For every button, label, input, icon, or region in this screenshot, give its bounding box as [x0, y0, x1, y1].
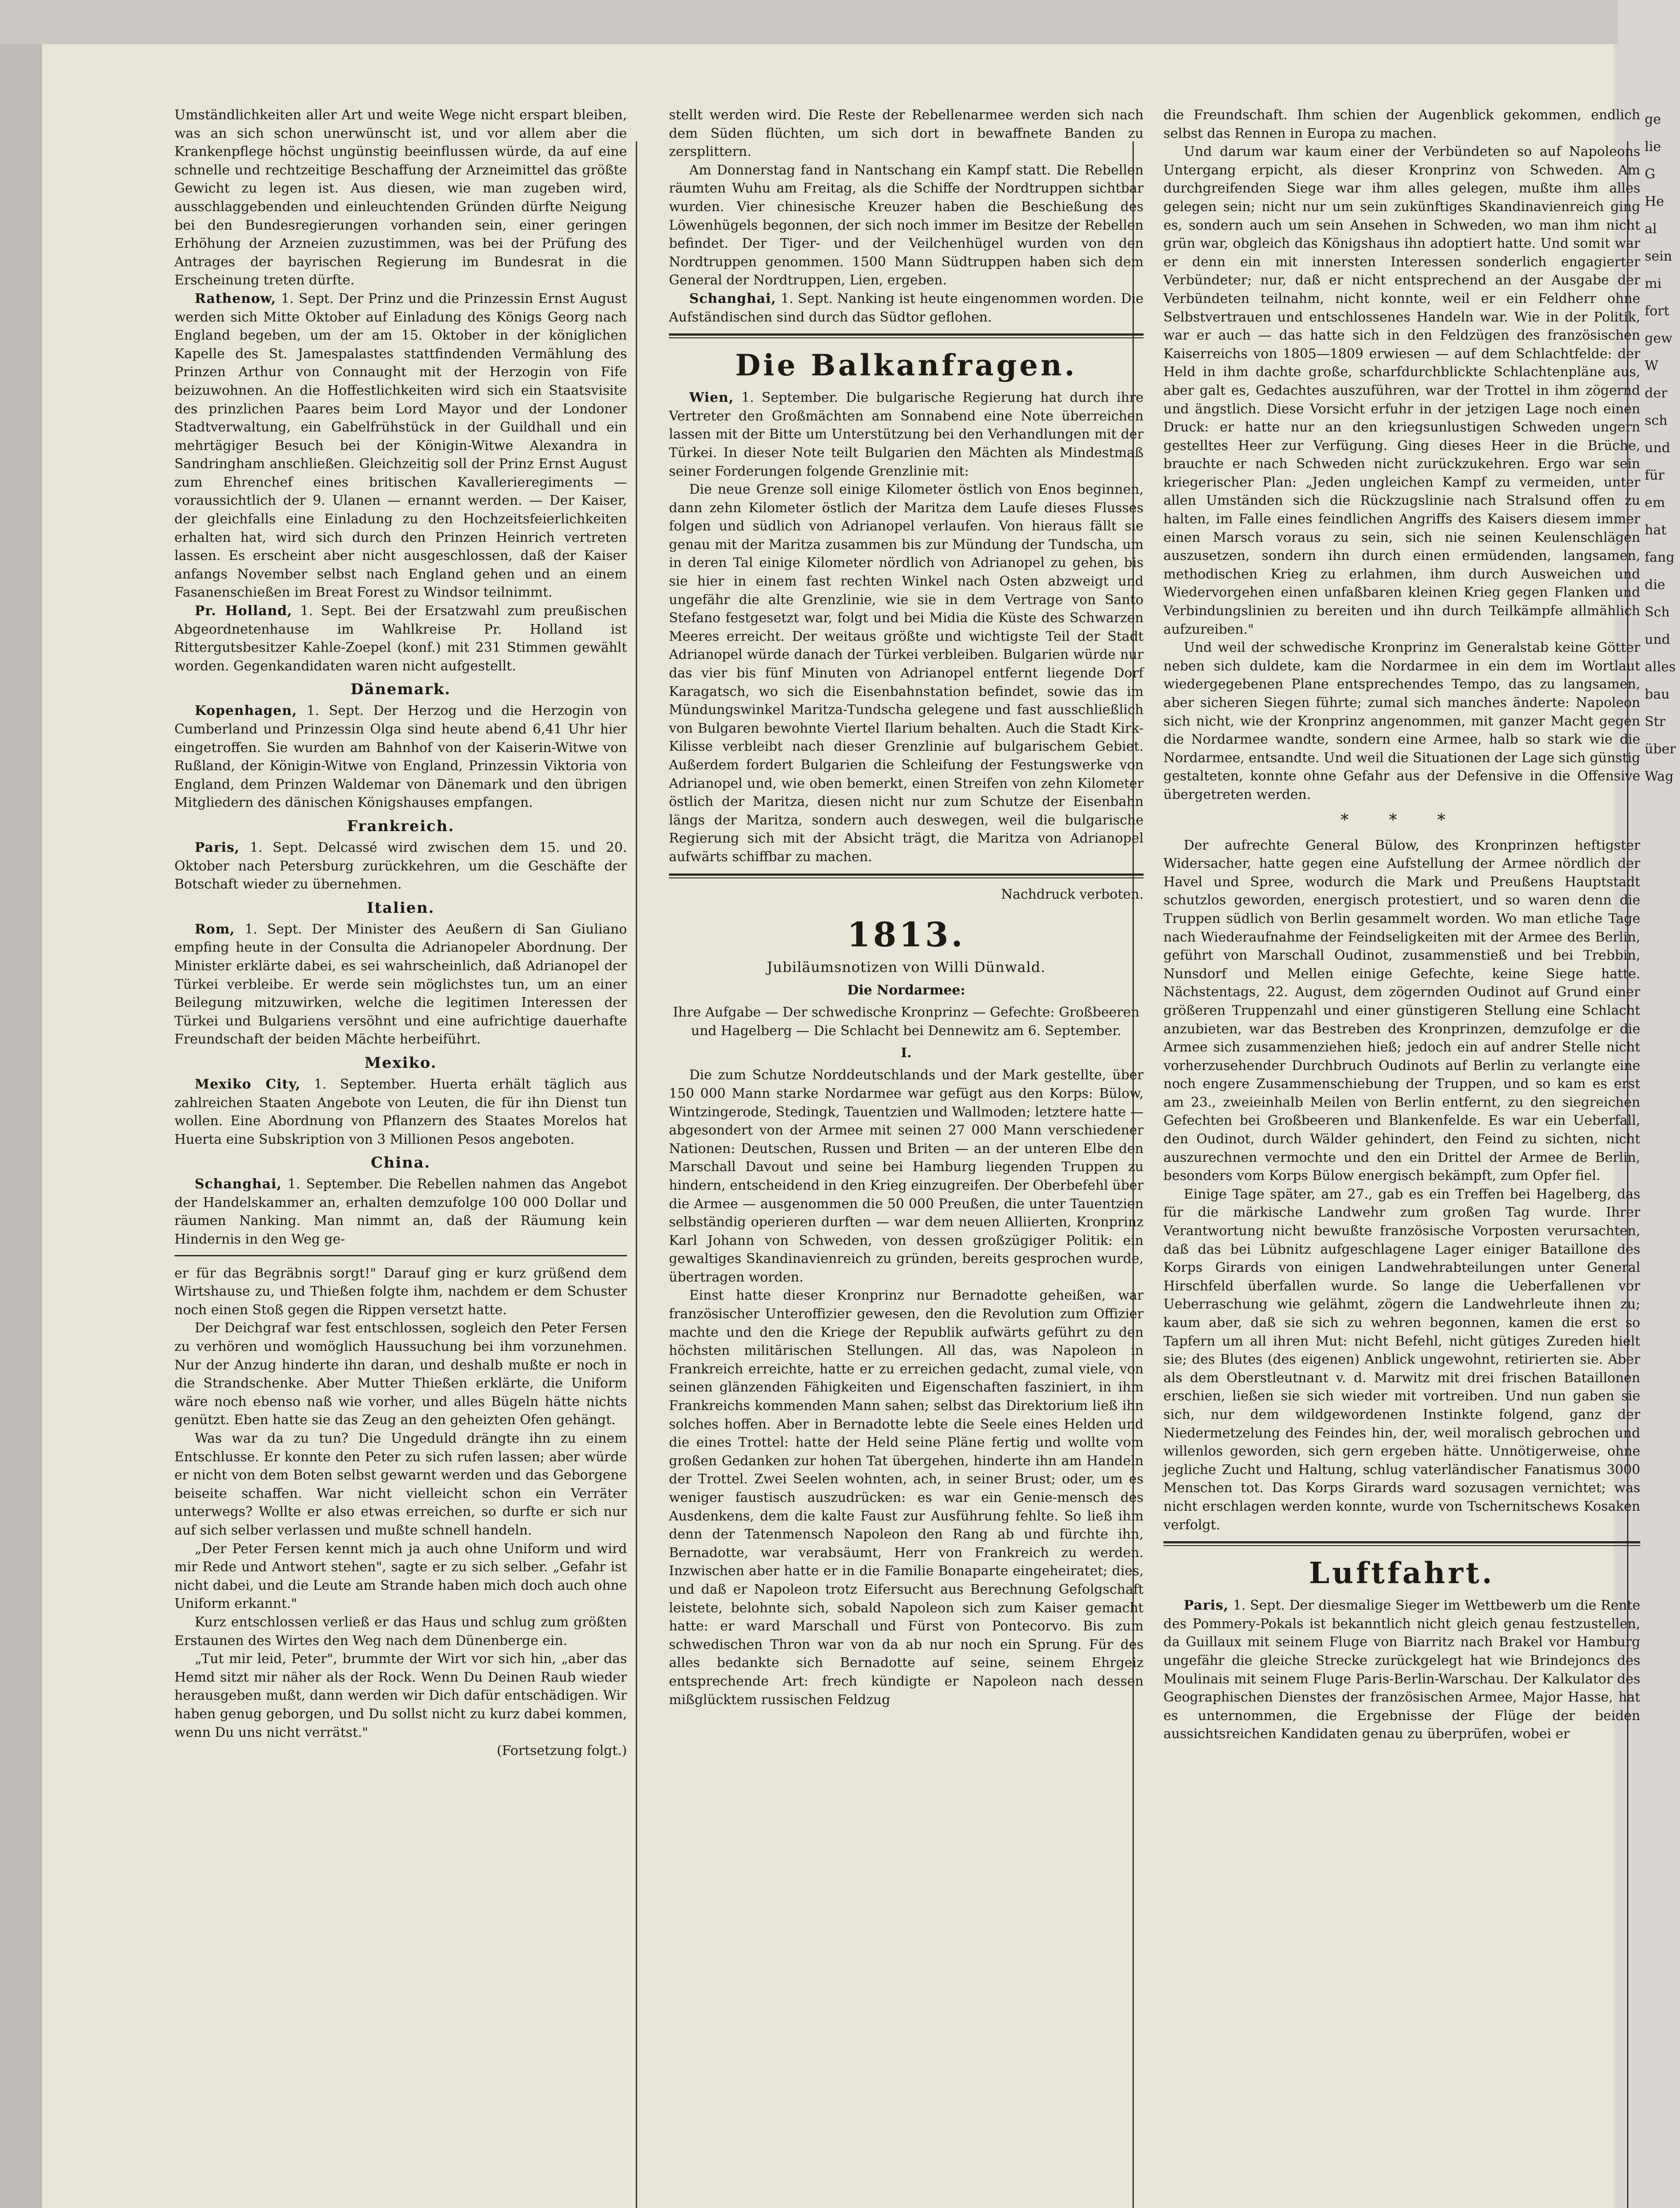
news-text: Die neue Grenze soll einige Kilometer östlich von Enos beginnen, dann zehn Kilometer östlich der Maritza dem Laufe dieses Flusses folgen und südlich von Adrianopel verlaufen. Von hieraus fällt sie genau mit der Maritza zusammen bis zur Mündung der Tundscha, um in deren Tal einige Kilometer nördlich von Adrianopel zu gehen, bis sie hier in einem fast rechten Winkel nach Osten abzweigt und ungefähr die alte Grenzlinie, wie sie in dem Vertrage von Santo Stefano festgesetzt war, folgt und bei Midia die Küste des Schwarzen Meeres erreicht. Der weitaus größte und wichtigste Teil der Stadt Adrianopel würde danach der Türkei verbleiben. Bulgarien würde nur das vier bis fünf Minuten von Adrianopel entfernt liegende Dorf Karagatsch, wo sich die Eisenbahnstation befindet, sowie das im Mündungswinkel Maritza-Tundscha gelegene und fast ausschließlich von Bulgaren bewohnte Viertel Ilarium behalten. Auch die Stadt Kirk-Kilisse verbleibt nach dieser Grenzlinie auf bulgarischem Gebiet. Außerdem fordert Bulgarien die Schleifung der Festungswerke von Adrianopel und, wie oben bemerkt, einen Streifen von zehn Kilometer östlich der Maritza, diesen nicht nur zum Schutze der Eisenbahn längs der Maritza, sondern auch deswegen, weil die bulgarische Regierung sich mit der Absicht trägt, die Maritza von Adrianopel aufwärts schiffbar zu machen. — [669, 482, 1144, 865]
section-stars: * * * — [1340, 811, 1463, 829]
news-item — [1163, 1596, 1640, 1743]
dateline: Schanghai, — [689, 291, 777, 306]
news-text: 1. Sept. Nanking ist heute eingenommen worden. Die Aufständischen sind durch das Südtor geflohen. — [669, 291, 1144, 325]
news-text: 1. Sept. Bei der Ersatzwahl zum preußischen Abgeordnetenhause im Wahlkreise Pr. Holland ist Rittergutsbesitzer Kahle-Zoepel (konf.) mit 231 Stimmen gewählt worden. Gegenkandidaten waren nicht aufgestellt. — [174, 603, 627, 674]
section-heading: Dänemark. — [350, 681, 451, 699]
dateline: Wien, — [689, 390, 734, 406]
serial-paragraph: Der Deichgraf war fest entschlossen, sogleich den Peter Fersen zu verhören und womöglich Haussuchung bei ihm vorzunehmen. Nur der Anzug hinderte ihn daran, und deshalb mußte er noch in die Strandschenke. Aber Mutter Thießen erklärte, die Uniform wäre noch ebenso naß wie vorher, und alles Bügeln hätte nichts genützt. Eben hatte sie das Zeug an den geheizten Ofen gehängt. — [174, 1320, 627, 1428]
news-item — [174, 839, 627, 894]
dateline: Rom, — [195, 921, 235, 937]
section-divider — [669, 873, 1144, 878]
section-divider — [1163, 1541, 1640, 1546]
news-item — [669, 389, 1144, 480]
scanner-margin-left — [0, 0, 42, 2208]
section-heading: Mexiko. — [364, 1054, 437, 1072]
news-item — [174, 1075, 627, 1149]
article-paragraph: Umständlichkeiten aller Art und weite Wege nicht erspart bleiben, was an sich schon unerwünscht ist, und vor allem aber die Krankenpflege höchst ungünstig beeinflussen würde, da auf eine schnelle und rechtzeitige Beschaffung der Arzneimittel das größte Gewicht zu legen ist. Aus diesen, wie man zugeben wird, ausschlaggebenden und einleuchtenden Gründen dürfte Neigung bei den Bundesregierungen vorhanden sein, einer geringen Erhöhung der Arzneien zuzustimmen, was bei der Prüfung des Antrages der bayrischen Regierung im Bundesrat in die Erscheinung treten dürfte. — [174, 107, 627, 288]
continuation-note: (Fortsetzung folgt.) — [497, 1743, 627, 1759]
news-text: 1. Sept. Der diesmalige Sieger im Wettbewerb um die Rente des Pommery-Pokals ist bekanntlich nicht gleich genau festzustellen, da Guillaux mit seinem Fluge von Biarritz nach Brakel vor Hamburg ungefähr die gleiche Strecke zurückgelegt hat wie Brindejoncs des Moulinais mit seinem Fluge Paris-Berlin-Warschau. Der Kalkulator des Geographischen Dienstes der französischen Armee, Major Hasse, hat es unternommen, die Ergebnisse der Flüge der beiden aussichtsreichen Kandidaten genau zu überprüfen, wobei er — [1163, 1598, 1640, 1742]
news-text: 1. Sept. Der Herzog und die Herzogin von Cumberland und Prinzessin Olga sind heute abend 6,41 Uhr hier eingetroffen. Sie wurden am Bahnhof von der Kaiserin-Witwe von Rußland, der Königin-Witwe von England, Prinzessin Viktoria von England, dem Prinzen Waldemar von Dänemark und den übrigen Mitgliedern des dänischen Königshauses empfangen. — [174, 703, 627, 811]
feature-byline: Jubiläumsnotizen von Willi Dünwald. — [766, 959, 1046, 976]
section-divider — [669, 333, 1144, 338]
section-heading: Frankreich. — [347, 817, 455, 835]
feature-paragraph: Der aufrechte General Bülow, des Kronprinzen heftigster Widersacher, hatte gegen eine Aufstellung der Armee nördlich der Havel und Spree, wodurch die Mark und Preußens Hauptstadt schutzlos geworden, energisch protestiert, und so waren denn die Truppen südlich von Berlin gesammelt worden. Wo man etliche Tage nach Wiederaufnahme der Feindseligkeiten mit der Armee des Berlin, geführt von Marschall Oudinot, zusammenstieß und bei Trebbin, Nunsdorf und Mellen einige Gefechte, keine Siege hatte. Nächstentags, 22. August, dem zögernden Oudinot auf Grund einer größeren Truppenzahl und einer günstigeren Stellung eine Schlacht anzubieten, war das Bestreben des Kronprinzen, demzufolge er die Armee sich zusammenziehen hieß; jedoch ein auf andrer Stelle nicht vorherzusehender Durchbruch Oudinots auf Berlin zu verlangte eine noch engere Zusammenschiebung der Truppen, und so kam es erst am 23., zweieinhalb Meilen von Berlin entfernt, zu den siegreichen Gefechten bei Großbeeren und Blankenfelde. Es war ein Ueberfall, den Oudinot, durch Wälder gehindert, den Feind zu sichten, nicht auszurechnen vermochte und den ein Drittel der Armee de Berlin, besonders vom Korps Bülow energisch bekämpft, zum Opfer fiel. — [1163, 837, 1640, 1184]
dateline: Schanghai, — [195, 1176, 282, 1192]
news-text: 1. Sept. Der Prinz und die Prinzessin Ernst August werden sich Mitte Oktober auf Einladung des Königs Georg nach England begeben, um der am 15. Oktober in der königlichen Kapelle des St. Jamespalastes stattfindenden Vermählung des Prinzen Arthur von Connaught mit der Herzogin von Fife beizuwohnen. An die Hoffestlichkeiten wird sich ein Staatsvisite des prinzlichen Paares beim Lord Mayor und der Londoner Stadtverwaltung, ein Gabelfrühstück in der Guildhall und ein mehrtägiger Besuch bei der Königin-Witwe Alexandra in Sandringham anschließen. Gleichzeitig soll der Prinz Ernst August zum Ehrenchef eines britischen Kavallerieregiments — voraussichtlich der 9. Ulanen — ernannt werden. — Der Kaiser, der gleichfalls eine Einladung zu den Hochzeitsfeierlichkeiten erhalten hat, wird sich durch den Prinzen Heinrich vertreten lassen. Es erscheint aber nicht ausgeschlossen, daß der Kaiser anfangs November selbst nach England gehen und an einem Fasanenschießen im Breat Forest zu Windsor teilnimmt. — [174, 291, 627, 601]
news-item — [669, 290, 1144, 326]
section-heading: Italien. — [366, 899, 435, 917]
news-item — [174, 920, 627, 1049]
news-item — [174, 290, 627, 602]
column-4-fragment — [1645, 106, 1680, 2208]
feature-paragraph: Und weil der schwedische Kronprinz im Generalstab keine Götter neben sich duldete, kam die Nordarmee in ein dem im Wortlaut wiedergegebenen Plane entsprechendes Tempo, das zu langsamen, aber sicheren Siegen führte; zumal sich manches änderte: Napoleon sich nicht, wie der Kronprinz angenommen, mit ganzer Macht gegen die Nordarmee wandte, sondern eine Armee, halb so stark wie die Nordarmee, entsandte. Und weil die Situationen der Lage sich günstig gestalteten, konnte ohne Gefahr aus der Defensive in die Offensive übergetreten werden. — [1163, 640, 1640, 802]
column-rule — [636, 141, 637, 2208]
dateline: Rathenow, — [195, 291, 276, 306]
section-divider — [174, 1255, 627, 1256]
news-item — [174, 1175, 627, 1248]
news-text: Am Donnerstag fand in Nantschang ein Kampf statt. Die Rebellen räumten Wuhu am Freitag, als die Schiffe der Nordtruppen sichtbar wurden. Vier chinesische Kreuzer haben die Beschießung des Löwenhügels begonnen, der sich noch immer im Besitze der Rebellen befindet. Der Tiger- und der Veilchenhügel wurden von den Nordtruppen genommen. 1500 Mann Südtruppen haben sich dem General der Nordtruppen, Lien, ergeben. — [669, 162, 1144, 288]
reprint-notice: Nachdruck verboten. — [1001, 886, 1144, 902]
news-item — [174, 602, 627, 675]
news-text: 1. September. Die bulgarische Regierung hat durch ihre Vertreter den Großmächten am Sonnabend eine Note überreichen lassen mit der Bitte um Unterstützung bei den Verhandlungen mit der Türkei. In dieser Note teilt Bulgarien den Mächten als Mindestmaß seiner Forderungen folgende Grenzlinie mit: — [669, 390, 1144, 479]
serial-paragraph: er für das Begräbnis sorgt!" Darauf ging er kurz grüßend dem Wirtshause zu, und Thießen folgte ihm, nachdem er dem Schuster noch einen Stoß gegen die Rippen versetzt hatte. — [174, 1265, 627, 1318]
feature-subheading: Die Nordarmee: — [847, 983, 966, 998]
news-text: 1. September. Die Rebellen nahmen das Angebot der Handelskammer an, erhalten demzufolge 100 000 Dollar und räumen Nanking. Man nimmt an, daß der Räumung kein Hindernis in den Weg ge- — [174, 1176, 627, 1248]
serial-paragraph: „Tut mir leid, Peter", brummte der Wirt vor sich hin, „aber das Hemd sitzt mir näher als der Rock. Wenn Du Deinen Raub wieder herausgeben mußt, dann werden wir Dich dafür entschädigen. Wir haben genug geborgen, und Du sollst nicht zu kurz dabei kommen, wenn Du uns nicht verrätst." — [174, 1651, 627, 1740]
scanner-margin-top — [0, 0, 1618, 44]
feature-title-1813: 1813. — [847, 915, 966, 955]
news-text: 1. Sept. Delcassé wird zwischen dem 15. und 20. Oktober nach Petersburg zurückkehren, um die Geschäfte der Botschaft wieder zu übernehmen. — [174, 839, 627, 892]
section-heading: China. — [370, 1154, 431, 1172]
cut-off-text: ge lie G He al sein mi fort gew W der sch und für em hat fang die Sch und alles bau Str über Wag — [1645, 112, 1676, 784]
section-title-luftfahrt: Luftfahrt. — [1309, 1556, 1495, 1591]
column-3 — [1163, 106, 1640, 2208]
section-title-balkan: Die Balkanfragen. — [735, 348, 1077, 383]
serial-paragraph: Was war da zu tun? Die Ungeduld drängte ihn zu einem Entschlusse. Er konnte den Peter zu sich rufen lassen; aber würde er nicht von dem Boten selbst gewarnt werden und das Geborgene beiseite schaffen. War nicht vielleicht schon ein Verräter unterwegs? Wollte er also etwas erreichen, so durfte er sich nur auf sich selber verlassen und mußte schnell handeln. — [174, 1431, 627, 1538]
dateline: Paris, — [195, 839, 240, 855]
feature-paragraph: Einst hatte dieser Kronprinz nur Bernadotte geheißen, war französischer Unteroffizier gewesen, den die Revolution zum Offizier machte und den die Kriege der Republik aufwärts geführt zu den höchsten militärischen Stellungen. All das, was Napoleon in Frankreich erreichte, hatte er zu erreichen gedacht, zumal viele, von seinen glänzenden Fähigkeiten und Eigenschaften fasziniert, in ihm Frankreichs kommenden Mann sahen; selbst das Direktorium ließ ihn solches hoffen. Aber in Bernadotte lebte die Seele eines Helden und die eines Trottel: hatte der Held seine Pläne fertig und wollte vom großen Gedanken zur hohen Tat übergehen, hinderte ihn am Handeln der Trottel. Zwei Seelen wohnten, ach, in seiner Brust; oder, um es weniger faustisch auszudrücken: es war ein Genie-mensch des Ausdenkens, dem die kalte Faust zur Ausführung fehlte. So ließ ihm denn der Tatenmensch Napoleon den Rang ab und fürchte ihn, Bernadotte, war verabsäumt, Herr von Frankreich zu werden. Inzwischen aber hatte er in die Familie Bonaparte eingeheiratet; dies, und daß er Napoleon trotz Eifersucht aus Berechnung Gefolgschaft leistete, belohnte sich, sobald Napoleon sich zum Kaiser gemacht hatte: er ward Marschall und Fürst von Pontecorvo. Bis zum schwedischen Thron war von da ab nur noch ein Sprung. Für des alles bedankte sich Bernadotte auf seine, seinem Ehrgeiz entsprechende Art: frech kündigte er Napoleon nach dessen mißglücktem russischen Feldzug — [669, 1288, 1144, 1708]
dateline: Pr. Holland, — [195, 603, 292, 619]
feature-paragraph: die Freundschaft. Ihm schien der Augenblick gekommen, endlich selbst das Rennen in Europa zu machen. — [1163, 107, 1640, 141]
newspaper-page — [42, 44, 1676, 2208]
serial-paragraph: „Der Peter Fersen kennt mich ja auch ohne Uniform und wird mir Rede und Antwort stehen", sagte er zu sich selber. „Gefahr ist nicht dabei, und die Leute am Strande haben mich doch auch ohne Uniform erkannt." — [174, 1541, 627, 1612]
dateline: Paris, — [1184, 1598, 1229, 1614]
dateline: Mexiko City, — [195, 1076, 301, 1092]
feature-paragraph: Und darum war kaum einer der Verbündeten so auf Napoleons Untergang erpicht, als dieser Kronprinz von Schweden. Am durchgreifenden Siege war ihm alles gelegen, mußte ihm alles gelegen sein; nicht nur um sein zukünftiges Skandinavienreich ging es, sondern auch um sein Ansehen in Schweden, wo man ihm nicht grün war, obgleich das Königshaus ihn adoptiert hatte. Und somit war er denn ein mit innersten Interessen sonderlich engagierter Verbündeter; nur, daß er nicht entsprechend an der Ausgabe der Verbündeten teilnahm, nicht konnte, weil er ein Feldherr ohne Selbstvertrauen und entschlossenes Handeln war. Wie in der Politik, war er auch — das hatte sich in den Feldzügen des französischen Kaiserreichs von 1805—1809 erwiesen — auf dem Schlachtfelde: der Held in ihm dachte große, scharfdurchblickte Schlachtenpläne aus, aber galt es, Gedachtes auszuführen, war der Trottel in ihm zögernd und ängstlich. Diese Vorsicht erfuhr in der jetzigen Lage noch einen Druck: er hatte nur an den kriegsunlustigen Schweden ungern gestelltes Heer zur Verfügung. Ging dieses Heer in die Brüche, brauchte er nach Schweden nicht zurückzukehren. Ergo war sein kriegerischer Plan: „Jeden ungleichen Kampf zu vermeiden, unter allen Umständen sich die Rückzugslinie nach Stralsund offen zu halten, im Falle eines feindlichen Angriffs des Kaisers diesem immer einen Marsch voraus zu sein, sich nie seinen Keulenschlägen auszusetzen, sondern ihn durch einen ermüdenden, langsamen, methodischen Krieg zu erlahmen, ihm durch Ausweichen und Wiedervorgehen einen unfaßbaren kleinen Krieg gegen Flanken und Verbindungslinien zu bereiten und ihn durch Teilkämpfe allmählich aufzureiben." — [1163, 144, 1640, 637]
news-text: 1. Sept. Der Minister des Aeußern di San Giuliano empfing heute in der Consulta die Adrianopeler Abordnung. Der Minister erklärte dabei, es sei wahrscheinlich, daß Adrianopel der Türkei verbleibe. Er werde sein möglichstes tun, um an einer Beilegung mitzuwirken, welche die legitimen Interessen der Türkei und Bulgariens versöhnt und eine aufrichtige dauerhafte Freundschaft der beiden Mächte herbeiführt. — [174, 921, 627, 1047]
column-2 — [669, 106, 1144, 2208]
feature-contents: Ihre Aufgabe — Der schwedische Kronprinz — Gefechte: Großbeeren und Hagelberg — Die Schlacht bei Dennewitz am 6. September. — [673, 1005, 1140, 1039]
serial-paragraph: Kurz entschlossen verließ er das Haus und schlug zum größten Erstaunen des Wirtes den Weg nach dem Dünenberge ein. — [174, 1614, 627, 1648]
news-text: 1. September. Huerta erhält täglich aus zahlreichen Staaten Angebote von Leuten, die für ihn Dienst tun wollen. Eine Abordnung von Pflanzern des Staates Morelos hat Huerta eine Subskription von 3 Millionen Pesos angeboten. — [174, 1076, 627, 1147]
chapter-number: I. — [901, 1045, 912, 1061]
news-item — [174, 702, 627, 812]
column-1 — [174, 106, 627, 2208]
feature-paragraph: Die zum Schutze Norddeutschlands und der Mark gestellte, über 150 000 Mann starke Nordarmee war gefügt aus den Korps: Bülow, Wintzingerode, Stedingk, Tauentzien und Wallmoden; letztere hatte — abgesondert von der Armee mit seinen 27 000 Mann verschiedener Nationen: Deutschen, Russen und Briten — an der unteren Elbe den Marschall Davout und seine bei Hamburg liegenden Truppen zu hindern, entscheidend in den Krieg einzugreifen. Der Oberbefehl über die Armee — ausgenommen die 50 000 Preußen, die unter Tauentzien selbständig operieren durften — war dem neuen Alliierten, Kronprinz Karl Johann von Schweden, von dessen großzügiger Politik: ein gewaltiges Skandinavienreich zu gründen, bereits gesprochen wurde, übertragen worden. — [669, 1067, 1144, 1285]
dateline: Kopenhagen, — [195, 703, 297, 719]
news-text: stellt werden wird. Die Reste der Rebellenarmee werden sich nach dem Süden flüchten, um sich dort in bewaffnete Banden zu zersplittern. — [669, 107, 1144, 160]
feature-paragraph: Einige Tage später, am 27., gab es ein Treffen bei Hagelberg, das für die märkische Landwehr zum großen Tag wurde. Ihrer Verantwortung nicht bewußte französische Vorposten verursachten, daß das bei Lübnitz aufgeschlagene Lager einiger Bataillone des Korps Girards von einigen Landwehrabteilungen unter General Hirschfeld überfallen wurde. So lange die Ueberfallenen vor Ueberraschung wie gelähmt, zögern die Landwehrleute ihnen zu; kaum aber, daß sie sich zu wehren begonnen, kamen die erst so Tapfern um all ihren Mut: nicht Befehl, nicht gütiges Zureden hielt sie; des Blutes (des eigenen) Anblick ungewohnt, retirierten sie. Aber als dem Oberstleutnant v. d. Marwitz mit drei frischen Bataillonen erschien, ließen sie sich wieder mit vortreiben. Und nun gaben sie sich, nur dem wildgewordenen Instinkte folgend, ganz der Niedermetzelung des Feindes hin, der, weil moralisch gebrochen und willenlos geworden, sich gern ergeben hätte. Unnötigerweise, ohne jegliche Zucht und Haltung, schlug vaterländischer Fanatismus 3000 Menschen tot. Das Korps Girards ward sozusagen vernichtet; was nicht erschlagen werden konnte, wurde von Tschernitschews Kosaken verfolgt. — [1163, 1186, 1640, 1533]
